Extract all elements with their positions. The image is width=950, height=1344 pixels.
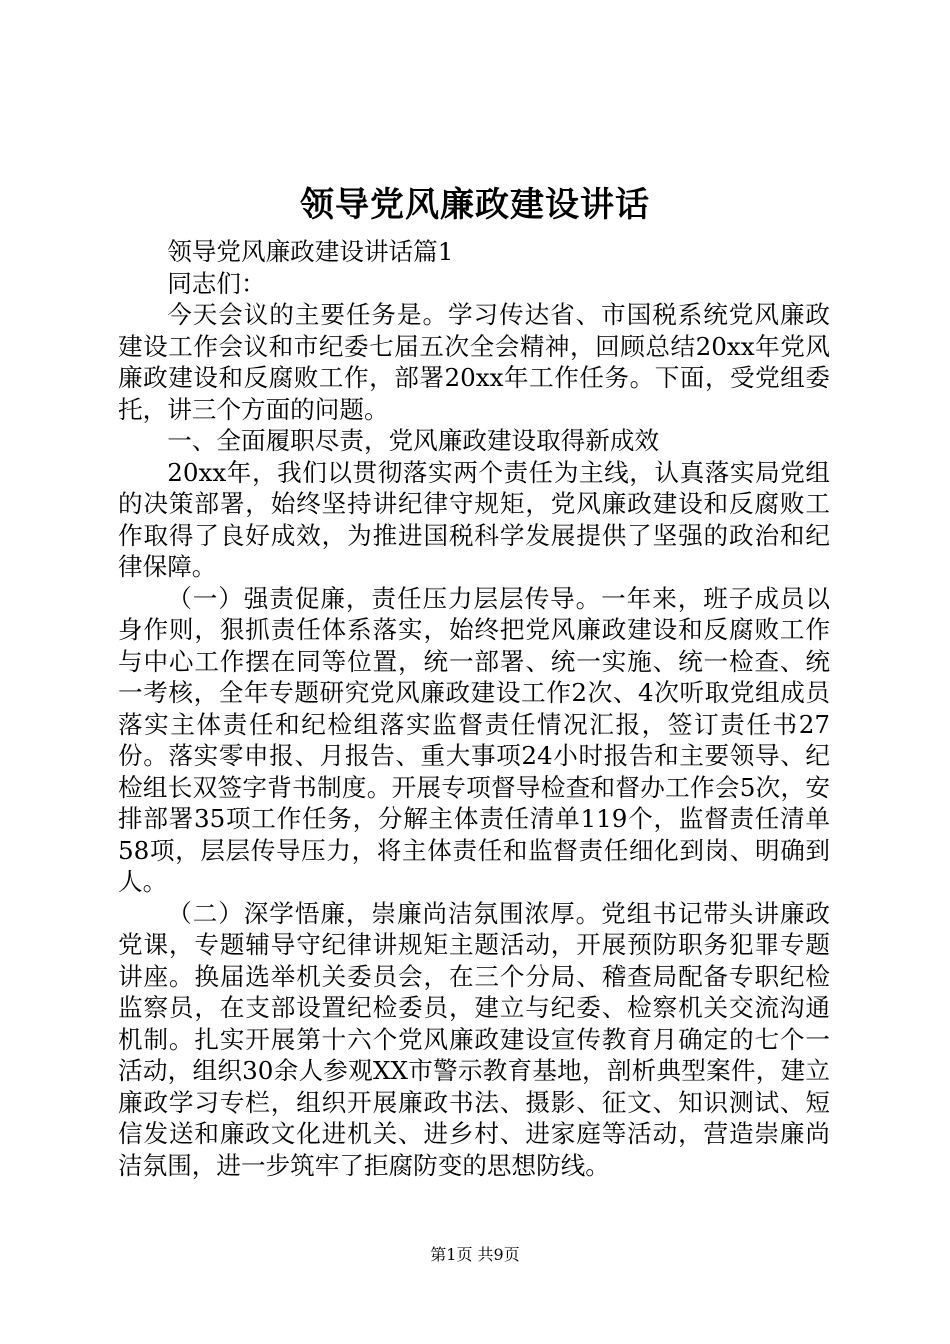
document-title: 领导党风廉政建设讲话 <box>300 185 650 225</box>
paragraph: （二）深学悟廉，崇廉尚洁氛围浓厚。党组书记带头讲廉政党课，专题辅导守纪律讲规矩主题活动，开展预防职务犯罪专题讲座。换届选举机关委员会，在三个分局、稽查局配备专职纪检监察员，在支部设置纪检委员，建立与纪委、检察机关交流沟通机制。扎实开展第十六个党风廉政建设宣传教育月确定的七个一活动，组织30余人参观XX市警示教育基地，剖析典型案件，建立廉政学习专栏，组织开展廉政书法、摄影、征文、知识测试、短信发送和廉政文化进机关、进乡村、进家庭等活动，营造崇廉尚洁氛围，进一步筑牢了拒腐防变的思想防线。 <box>118 898 830 1180</box>
section-heading: 一、全面履职尽责，党风廉政建设取得新成效 <box>167 426 660 455</box>
page-number: 第1页 共9页 <box>430 1245 520 1264</box>
paragraph: 20xx年，我们以贯彻落实两个责任为主线，认真落实局党组的决策部署，始终坚持讲纪律守规矩，党风廉政建设和反腐败工作取得了良好成效，为推进国税科学发展提供了坚强的政治和纪律保障。 <box>118 457 830 581</box>
paragraph: （一）强责促廉，责任压力层层传导。一年来，班子成员以身作则，狠抓责任体系落实，始终把党风廉政建设和反腐败工作与中心工作摆在同等位置，统一部署、统一实施、统一检查、统一考核，全年专题研究党风廉政建设工作2次、4次听取党组成员落实主体责任和纪检组落实监督责任情况汇报，签订责任书27份。落实零申报、月报告、重大事项24小时报告和主要领导、纪检组长双签字背书制度。开展专项督导检查和督办工作会5次，安排部署35项工作任务，分解主体责任清单119个，监督责任清单58项，层层传导压力，将主体责任和监督责任细化到岗、明确到人。 <box>118 583 830 896</box>
section-heading: 领导党风廉政建设讲话篇1 <box>167 237 454 266</box>
paragraph: 今天会议的主要任务是。学习传达省、市国税系统党风廉政建设工作会议和市纪委七届五次全会精神，回顾总结20xx年党风廉政建设和反腐败工作，部署20xx年工作任务。下面，受党组委托，讲三个方面的问题。 <box>118 300 830 424</box>
salutation: 同志们： <box>167 268 266 298</box>
document-body <box>118 236 830 1181</box>
